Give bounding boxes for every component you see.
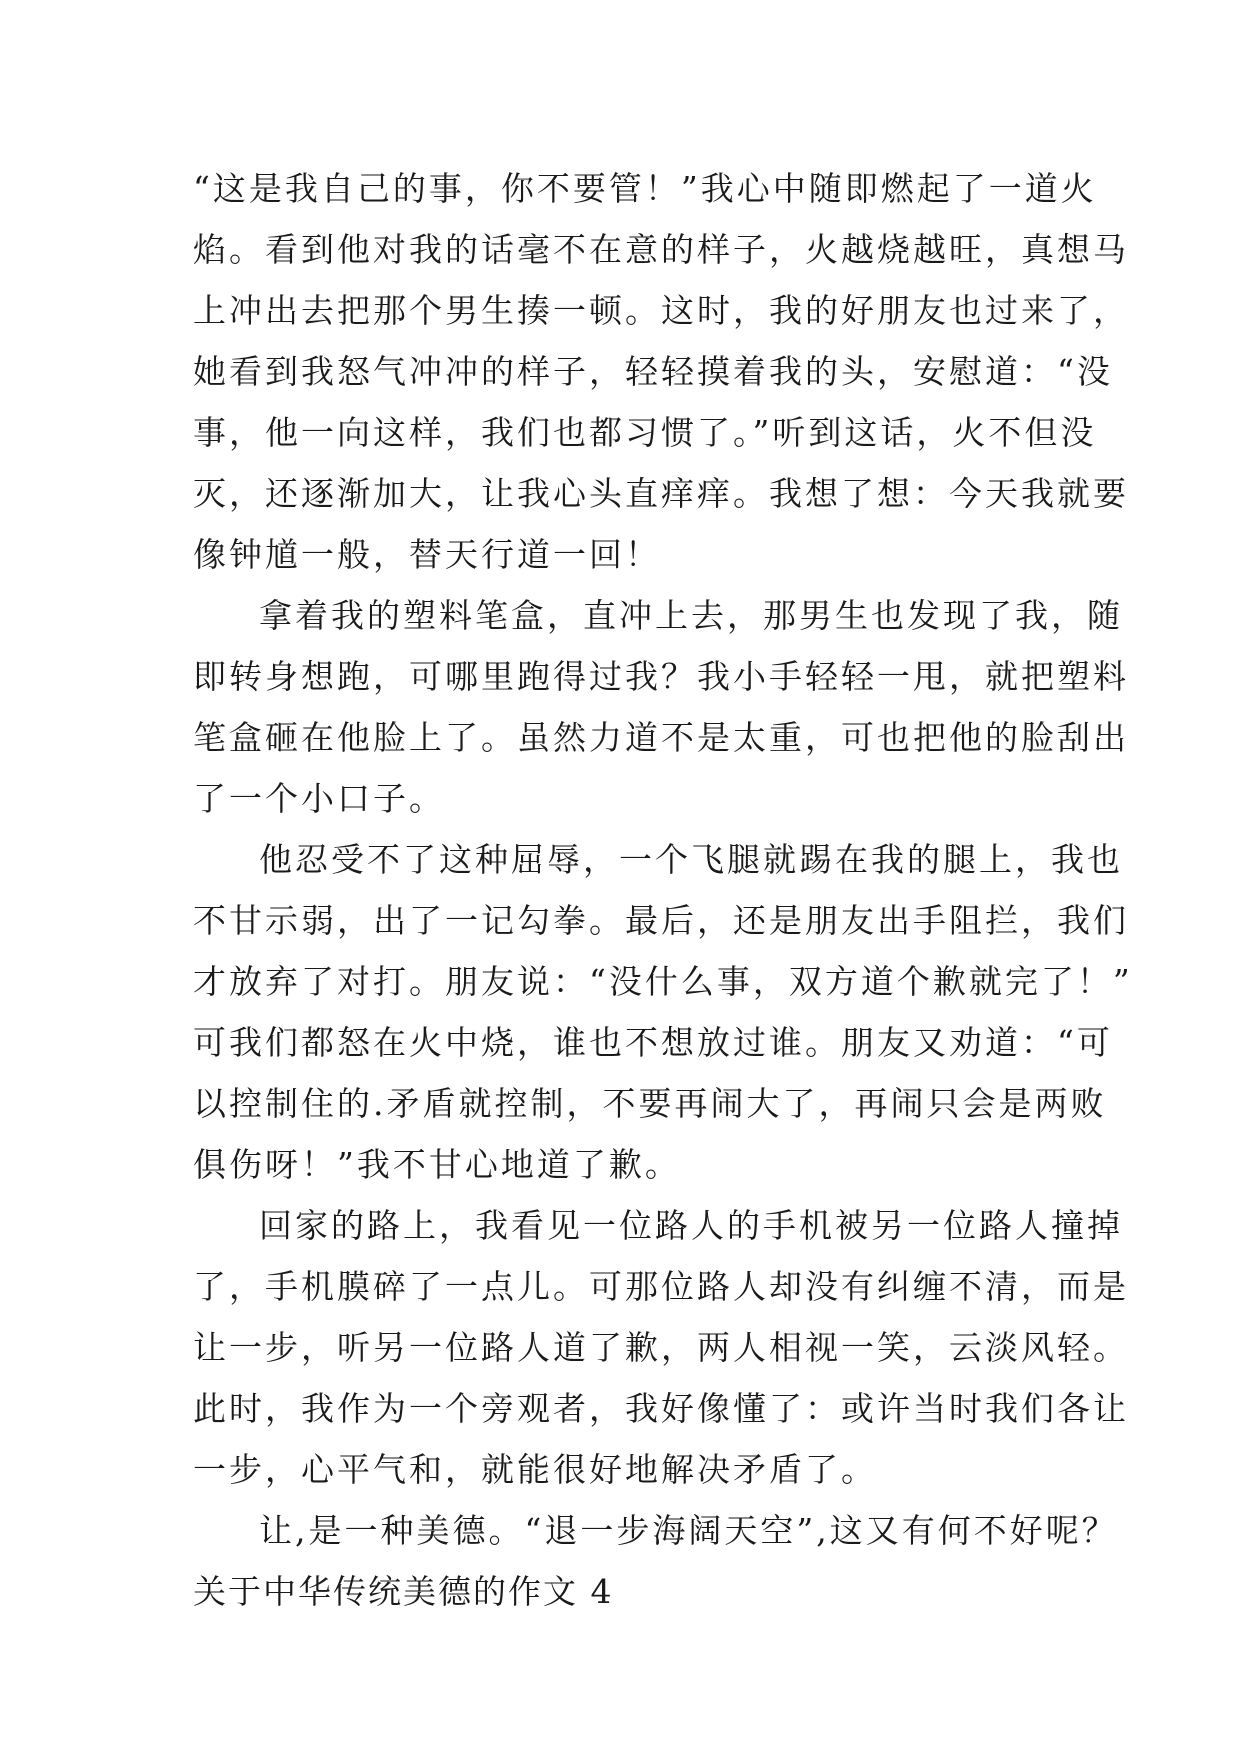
text-line: 以控制住的.矛盾就控制，不要再闹大了，再闹只会是两败: [193, 1084, 1107, 1123]
text-line: 一步，心平气和，就能很好地解决矛盾了。: [193, 1450, 877, 1489]
text-line: 上冲出去把那个男生揍一顿。这时，我的好朋友也过来了，: [193, 291, 1129, 330]
text-line: 事，他一向这样，我们也都习惯了。”听到这话，火不但没: [193, 413, 1097, 452]
text-line: 灭，还逐渐加大，让我心头直痒痒。我想了想：今天我就要: [193, 474, 1129, 513]
text-line: 此时，我作为一个旁观者，我好像懂了：或许当时我们各让: [193, 1389, 1129, 1428]
text-line: 了一个小口子。: [193, 779, 445, 818]
text-line: 焰。看到他对我的话毫不在意的样子，火越烧越旺，真想马: [193, 230, 1129, 269]
paragraph-4: [193, 1195, 1129, 1500]
text-line: 拿着我的塑料笔盒，直冲上去，那男生也发现了我，随: [259, 596, 1123, 635]
text-line: “这是我自己的事，你不要管！”我心中随即燃起了一道火: [193, 169, 1097, 208]
text-line: 他忍受不了这种屈辱，一个飞腿就踢在我的腿上，我也: [259, 840, 1123, 879]
text-line: 了，手机膜碎了一点儿。可那位路人却没有纠缠不清，而是: [193, 1267, 1129, 1306]
section-heading: 关于中华传统美德的作文 4: [193, 1572, 614, 1611]
paragraph-5: [193, 1500, 1118, 1561]
text-line: 回家的路上，我看见一位路人的手机被另一位路人撞掉: [259, 1206, 1123, 1245]
paragraph-3: [193, 829, 1133, 1195]
text-line: 俱伤呀！”我不甘心地道了歉。: [193, 1145, 681, 1184]
text-line: 她看到我怒气冲冲的样子，轻轻摸着我的头，安慰道：“没: [193, 352, 1113, 391]
text-line: 笔盒砸在他脸上了。虽然力道不是太重，可也把他的脸刮出: [193, 718, 1129, 757]
paragraph-1: [193, 158, 1129, 585]
essay-body: [193, 158, 1133, 1622]
text-line: 让一步，听另一位路人道了歉，两人相视一笑，云淡风轻。: [193, 1328, 1129, 1367]
text-line: 才放弃了对打。朋友说：“没什么事，双方道个歉就完了！”: [193, 962, 1133, 1001]
text-line: 即转身想跑，可哪里跑得过我？我小手轻轻一甩，就把塑料: [193, 657, 1129, 696]
paragraph-2: [193, 585, 1129, 829]
text-line: 像钟馗一般，替天行道一回！: [193, 535, 661, 574]
text-line: 可我们都怒在火中烧，谁也不想放过谁。朋友又劝道：“可: [193, 1023, 1113, 1062]
text-line: 让,是一种美德。“退一步海阔天空”,这又有何不好呢？: [259, 1511, 1118, 1550]
text-line: 不甘示弱，出了一记勾拳。最后，还是朋友出手阻拦，我们: [193, 901, 1129, 940]
